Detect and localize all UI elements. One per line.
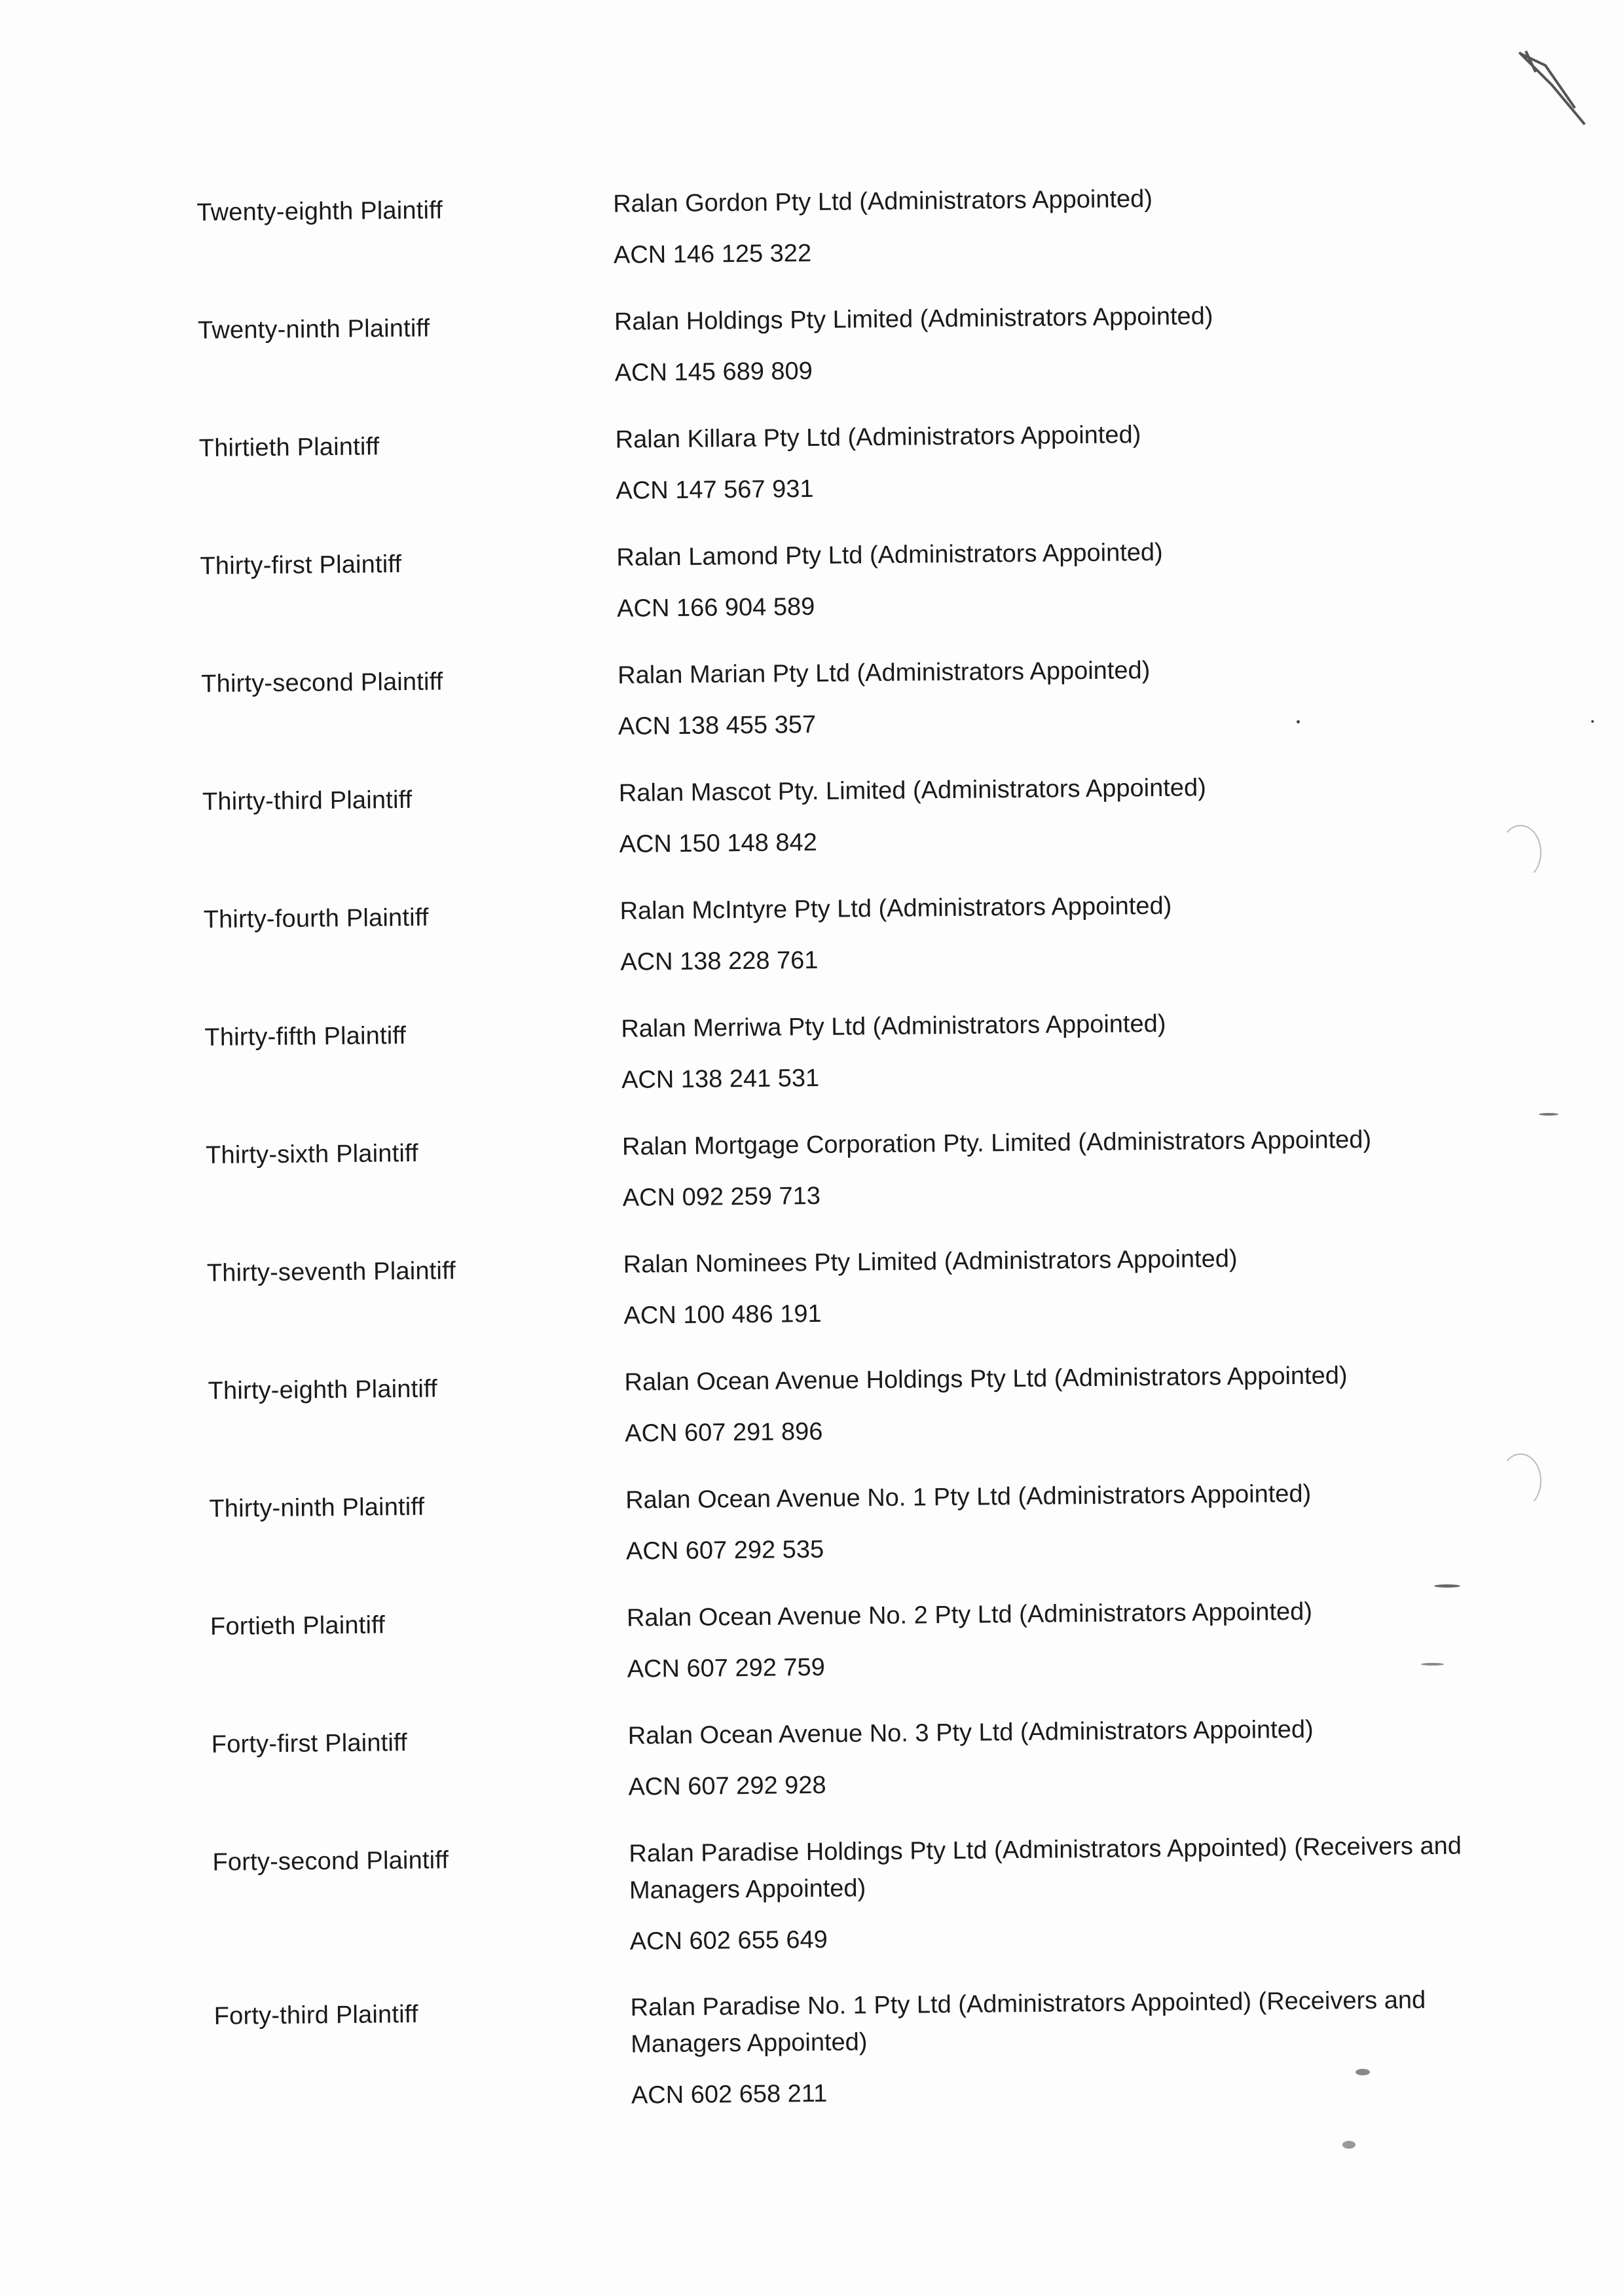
plaintiff-company xyxy=(623,1238,1488,1334)
company-acn: ACN 607 292 535 xyxy=(625,1535,824,1565)
company-acn: ACN 138 241 531 xyxy=(621,1064,820,1094)
plaintiff-entry xyxy=(211,1709,1509,1840)
company-acn: ACN 145 689 809 xyxy=(614,357,813,387)
scan-speck xyxy=(1434,1584,1460,1588)
company-name: Ralan Paradise Holdings Pty Ltd (Administrators Appointed) (Receivers and Managers Appointed) xyxy=(629,1832,1462,1904)
plaintiff-entry xyxy=(198,413,1496,543)
scan-corner-mark xyxy=(1513,46,1591,131)
company-acn: ACN 602 658 211 xyxy=(631,2079,828,2109)
company-name: Ralan Merriwa Pty Ltd (Administrators Appointed) xyxy=(621,1010,1166,1043)
plaintiff-list xyxy=(196,177,1512,2147)
company-name: Ralan Mascot Pty. Limited (Administrators Appointed) xyxy=(618,774,1206,807)
company-name: Ralan Holdings Pty Limited (Administrators Appointed) xyxy=(614,302,1213,336)
punch-hole-mark xyxy=(1500,1453,1541,1508)
plaintiff-company xyxy=(621,1002,1486,1099)
plaintiff-company xyxy=(619,884,1485,981)
company-acn: ACN 166 904 589 xyxy=(616,592,815,623)
plaintiff-role: Forty-first Plaintiff xyxy=(211,1729,408,1758)
plaintiff-role: Thirty-sixth Plaintiff xyxy=(205,1139,419,1169)
company-acn: ACN 150 148 842 xyxy=(619,828,817,858)
plaintiff-entry xyxy=(213,1981,1511,2147)
scan-speck xyxy=(1297,720,1300,723)
scan-speck xyxy=(1421,1663,1444,1666)
plaintiff-company xyxy=(616,531,1481,627)
plaintiff-company xyxy=(630,1981,1496,2114)
plaintiff-role: Twenty-eighth Plaintiff xyxy=(196,196,443,227)
plaintiff-entry xyxy=(204,1002,1502,1133)
scan-speck xyxy=(1539,1113,1559,1116)
company-name: Ralan Marian Pty Ltd (Administrators Appointed) xyxy=(617,657,1151,689)
plaintiff-role: Forty-second Plaintiff xyxy=(212,1846,449,1876)
plaintiff-role: Thirty-first Plaintiff xyxy=(200,551,402,580)
plaintiff-entry xyxy=(202,767,1500,897)
plaintiff-company xyxy=(618,649,1483,745)
plaintiff-role: Thirty-third Plaintiff xyxy=(202,786,413,816)
plaintiff-entry xyxy=(208,1356,1505,1486)
plaintiff-entry xyxy=(200,531,1498,661)
company-acn: ACN 607 292 928 xyxy=(628,1771,826,1801)
company-acn: ACN 607 292 759 xyxy=(627,1653,826,1683)
plaintiff-role: Thirty-seventh Plaintiff xyxy=(206,1257,456,1287)
company-name: Ralan Lamond Pty Ltd (Administrators Appointed) xyxy=(616,538,1163,572)
company-name: Ralan Killara Pty Ltd (Administrators Appointed) xyxy=(615,421,1141,454)
company-acn: ACN 100 486 191 xyxy=(623,1300,822,1330)
plaintiff-company xyxy=(625,1474,1490,1570)
company-name: Ralan Ocean Avenue Holdings Pty Ltd (Administrators Appointed) xyxy=(624,1362,1348,1396)
company-acn: ACN 607 291 896 xyxy=(625,1417,823,1448)
plaintiff-role: Thirty-fourth Plaintiff xyxy=(203,903,429,934)
plaintiff-entry xyxy=(209,1474,1507,1604)
plaintiff-role: Forty-third Plaintiff xyxy=(213,2000,418,2030)
plaintiff-company xyxy=(624,1356,1489,1452)
plaintiff-role: Thirty-second Plaintiff xyxy=(201,668,443,698)
company-acn: ACN 147 567 931 xyxy=(616,475,814,505)
plaintiff-role: Thirty-ninth Plaintiff xyxy=(209,1493,425,1523)
plaintiff-role: Twenty-ninth Plaintiff xyxy=(197,314,430,344)
plaintiff-company xyxy=(614,295,1479,392)
company-acn: ACN 146 125 322 xyxy=(613,239,812,269)
company-acn: ACN 092 259 713 xyxy=(622,1182,821,1212)
plaintiff-company xyxy=(627,1592,1492,1688)
company-name: Ralan Ocean Avenue No. 1 Pty Ltd (Administrators Appointed) xyxy=(625,1480,1312,1514)
plaintiff-company xyxy=(622,1120,1487,1216)
plaintiff-entry xyxy=(206,1120,1504,1250)
company-name: Ralan Gordon Pty Ltd (Administrators Appointed) xyxy=(613,185,1153,218)
plaintiff-entry xyxy=(207,1238,1505,1368)
plaintiff-entry xyxy=(212,1827,1510,1994)
plaintiff-company xyxy=(629,1827,1494,1960)
company-name: Ralan Ocean Avenue No. 3 Pty Ltd (Administrators Appointed) xyxy=(627,1715,1314,1750)
plaintiff-role: Fortieth Plaintiff xyxy=(210,1611,386,1641)
punch-hole-mark xyxy=(1500,825,1541,880)
plaintiff-entry xyxy=(210,1592,1508,1722)
company-name: Ralan Paradise No. 1 Pty Ltd (Administrators Appointed) (Receivers and Managers Appointed) xyxy=(630,1986,1426,2058)
scan-speck xyxy=(1342,2141,1356,2149)
company-name: Ralan Ocean Avenue No. 2 Pty Ltd (Administrators Appointed) xyxy=(626,1597,1313,1632)
company-acn: ACN 602 655 649 xyxy=(629,1925,828,1956)
scan-speck xyxy=(1356,2069,1370,2075)
company-name: Ralan McIntyre Pty Ltd (Administrators Appointed) xyxy=(619,892,1172,925)
plaintiff-company xyxy=(615,413,1480,509)
scan-speck xyxy=(1591,720,1594,723)
plaintiff-entry xyxy=(196,177,1494,308)
plaintiff-role: Thirty-eighth Plaintiff xyxy=(208,1375,438,1405)
plaintiff-company xyxy=(627,1709,1492,1806)
company-name: Ralan Nominees Pty Limited (Administrators Appointed) xyxy=(623,1245,1238,1279)
company-name: Ralan Mortgage Corporation Pty. Limited (Administrators Appointed) xyxy=(621,1125,1372,1161)
company-acn: ACN 138 228 761 xyxy=(620,946,819,976)
plaintiff-entry xyxy=(203,884,1501,1015)
plaintiff-role: Thirty-fifth Plaintiff xyxy=(204,1021,407,1051)
plaintiff-role: Thirtieth Plaintiff xyxy=(198,433,380,462)
plaintiff-entry xyxy=(201,649,1499,779)
company-acn: ACN 138 455 357 xyxy=(618,710,817,740)
plaintiff-company xyxy=(619,767,1484,863)
plaintiff-company xyxy=(613,177,1478,274)
plaintiff-entry xyxy=(198,295,1496,426)
